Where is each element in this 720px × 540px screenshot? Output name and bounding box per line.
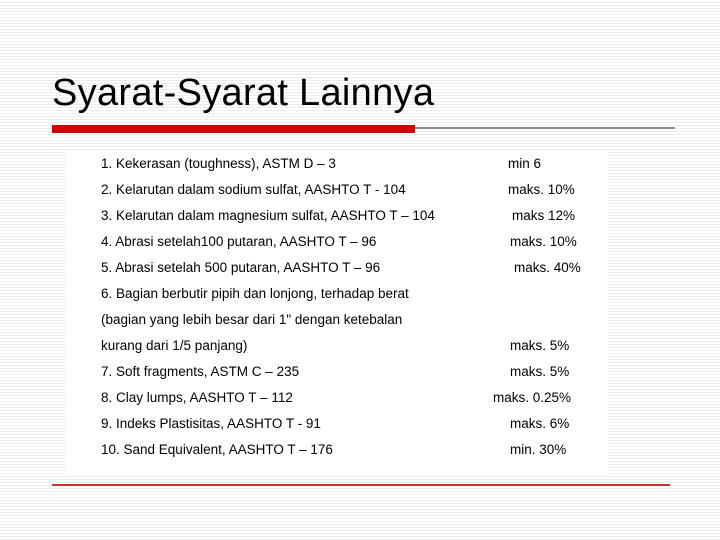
spec-row bbox=[66, 438, 608, 463]
spec-label: 4. Abrasi setelah100 putaran, AASHTO T – 96 bbox=[101, 234, 377, 249]
spec-row bbox=[66, 386, 608, 411]
title-underline-accent bbox=[52, 125, 415, 133]
spec-row bbox=[66, 282, 608, 307]
spec-label: 6. Bagian berbutir pipih dan lonjong, terhadap berat bbox=[101, 286, 409, 301]
spec-row bbox=[66, 360, 608, 385]
spec-limit: maks. 6% bbox=[510, 416, 570, 431]
spec-label: 7. Soft fragments, ASTM C – 235 bbox=[101, 364, 300, 379]
spec-limit: maks. 10% bbox=[508, 182, 575, 197]
slide-title: Syarat-Syarat Lainnya bbox=[52, 72, 435, 114]
specification-list bbox=[66, 150, 608, 476]
spec-row bbox=[66, 256, 608, 281]
spec-limit: min 6 bbox=[508, 156, 542, 171]
footer-rule bbox=[52, 484, 670, 486]
spec-row bbox=[66, 152, 608, 177]
spec-label: 1. Kekerasan (toughness), ASTM D – 3 bbox=[101, 156, 336, 171]
spec-row bbox=[66, 178, 608, 203]
spec-row bbox=[66, 334, 608, 359]
spec-label: 9. Indeks Plastisitas, AASHTO T - 91 bbox=[101, 416, 321, 431]
spec-label: 10. Sand Equivalent, AASHTO T – 176 bbox=[101, 442, 333, 457]
spec-limit: min. 30% bbox=[510, 442, 567, 457]
spec-limit: maks. 5% bbox=[510, 338, 570, 353]
spec-label: 8. Clay lumps, AASHTO T – 112 bbox=[101, 390, 293, 405]
spec-label: 3. Kelarutan dalam magnesium sulfat, AASHTO T – 104 bbox=[101, 208, 435, 223]
spec-row bbox=[66, 412, 608, 437]
spec-row bbox=[66, 308, 608, 333]
spec-row bbox=[66, 204, 608, 229]
spec-label: 2. Kelarutan dalam sodium sulfat, AASHTO T - 104 bbox=[101, 182, 406, 197]
spec-label: kurang dari 1/5 panjang) bbox=[101, 338, 248, 353]
spec-row bbox=[66, 230, 608, 255]
spec-limit: maks. 10% bbox=[510, 234, 577, 249]
spec-label: (bagian yang lebih besar dari 1" dengan ketebalan bbox=[101, 312, 403, 327]
title-underline-rule bbox=[415, 127, 675, 129]
spec-limit: maks 12% bbox=[512, 208, 576, 223]
spec-label: 5. Abrasi setelah 500 putaran, AASHTO T – 96 bbox=[101, 260, 381, 275]
spec-limit: maks. 40% bbox=[514, 260, 581, 275]
spec-limit: maks. 0.25% bbox=[493, 390, 572, 405]
spec-limit: maks. 5% bbox=[510, 364, 570, 379]
